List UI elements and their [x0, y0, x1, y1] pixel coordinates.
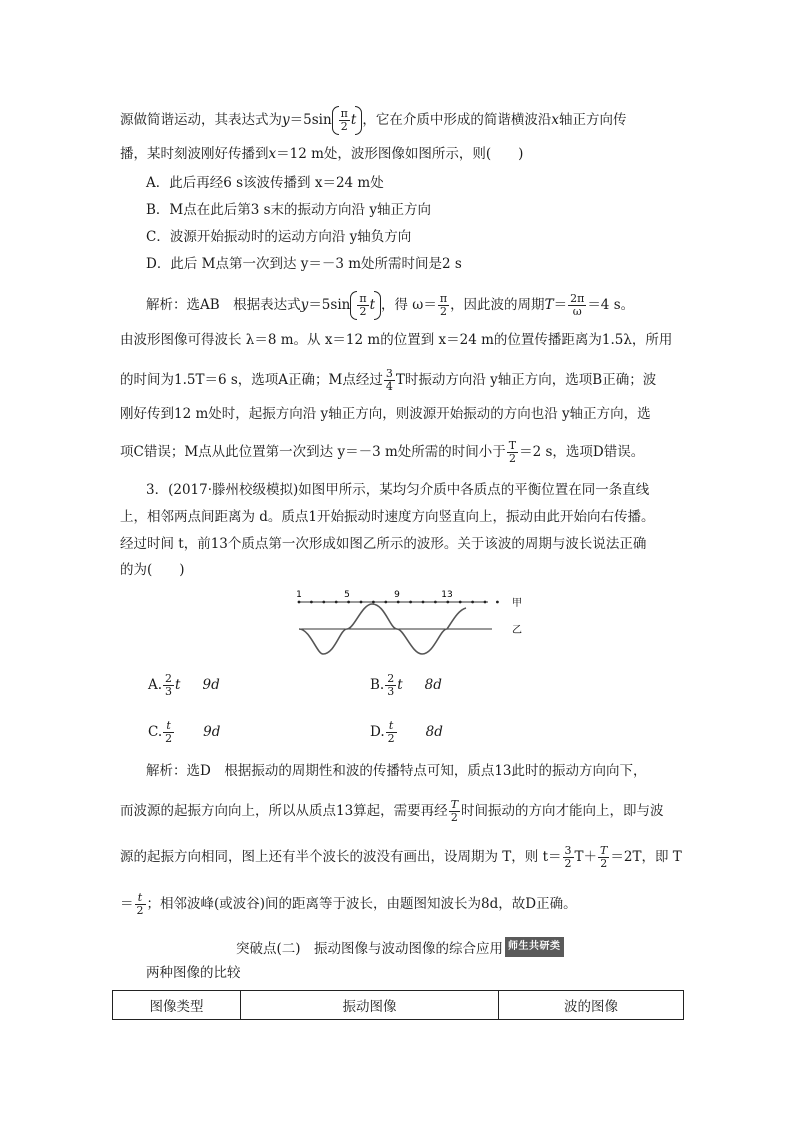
- analysis-line: 刚好传到12 m处时，起振方向沿 y轴正方向，则波源开始振动的方向也沿 y轴正方向，选: [120, 406, 651, 422]
- label-jia: 甲: [512, 598, 522, 609]
- section-subtitle: 两种图像的比较: [146, 965, 241, 981]
- problem-text-line: 源做简谐运动，其表达式为y＝5sin $\frac{\pi}{2}$ t ，它在介质中形成的简谐横波沿x轴正方向传: [120, 107, 627, 133]
- section-title: 突破点(二) 振动图像与波动图像的综合应用: [236, 941, 504, 957]
- table-header-cell: 振动图像: [241, 991, 499, 1020]
- particle-dot: [446, 601, 449, 604]
- option-d: D. $\frac{t}{2}$ 8d: [370, 719, 443, 745]
- option-a: A. $\frac{2}{3}$ t 9d: [148, 672, 220, 698]
- point-label-13: 13: [441, 590, 453, 600]
- question-3-line: 上，相邻两点间距离为 d。质点1开始振动时速度方向竖直向上，振动由此开始向右传播。: [120, 509, 655, 525]
- table-header-cell: 波的图像: [499, 991, 684, 1020]
- option-c: C．波源开始振动时的运动方向沿 y轴负方向: [146, 229, 412, 245]
- question-3-line: 3．(2017·滕州校级模拟)如图甲所示，某均匀介质中各质点的平衡位置在同一条直线: [146, 482, 650, 498]
- particle-dot: [459, 601, 462, 604]
- point-label-1: 1: [296, 590, 302, 600]
- particle-dot: [360, 601, 363, 604]
- var-y: y: [282, 112, 290, 128]
- text: ，它在介质中形成的简谐横波沿: [362, 112, 552, 128]
- option-b: B．M点在此后第3 s末的振动方向沿 y轴正方向: [146, 202, 431, 218]
- analysis-line: 由波形图像可得波长 λ＝8 m。从 x＝12 m的位置到 x＝24 m的位置传播距离为1.5λ，所用: [120, 332, 673, 348]
- particle-dot: [434, 601, 437, 604]
- analysis-line: 源的起振方向相同，图上还有半个波长的波没有画出，设周期为 T，则 t＝ $\frac{3}{2}$ T＋ $\frac{T}{2}$ ＝2T，即 T: [120, 844, 682, 870]
- point-label-5: 5: [344, 590, 350, 600]
- question-3-line: 的为( ): [120, 562, 185, 578]
- particle-dot: [496, 601, 499, 604]
- analysis-line: ＝ $\frac{t}{2}$ ；相邻波峰(或波谷)间的距离等于波长，由题图知波长为8d，故D正确。: [120, 891, 577, 917]
- option-a: A．此后再经6 s该波传播到 x＝24 m处: [146, 175, 384, 191]
- particle-dot: [335, 601, 338, 604]
- section-badge: 师生共研类: [505, 937, 564, 957]
- text: 轴正方向传: [558, 112, 627, 128]
- problem-text-line: 播，某时刻波刚好传播到x＝12 m处，波形图像如图所示，则( ): [120, 146, 524, 162]
- particle-dot: [347, 601, 350, 604]
- analysis-line: 而波源的起振方向向上，所以从质点13算起，需要再经 $\frac{T}{2}$ 时间振动的方向才能向上，即与波: [120, 798, 664, 824]
- text: 源做简谐运动，其表达式为: [120, 112, 282, 128]
- table-header-row: [113, 991, 684, 1020]
- particle-dot: [298, 601, 301, 604]
- section-heading: [236, 937, 564, 958]
- particle-dot: [484, 601, 487, 604]
- particle-dot: [397, 601, 400, 604]
- table-header-cell: 图像类型: [113, 991, 241, 1020]
- analysis-line: 的时间为1.5T＝6 s，选项A正确；M点经过 $\frac{3}{4}$ T时振动方向沿 y轴正方向，选项B正确；波: [120, 367, 657, 393]
- particle-dot: [409, 601, 412, 604]
- option-b: B. $\frac{2}{3}$ t 8d: [370, 672, 442, 698]
- particle-dot: [372, 601, 375, 604]
- analysis-line: 项C错误；M点从此位置第一次到达 y＝－3 m处所需的时间小于 $\frac{T}{2}$ ＝2 s，选项D错误。: [120, 439, 645, 465]
- comparison-table: [112, 990, 684, 1020]
- option-d: D．此后 M点第一次到达 y＝－3 m处所需时间是2 s: [146, 256, 462, 272]
- option-c: C. $\frac{t}{2}$ 9d: [148, 719, 221, 745]
- analysis-line: 解析：选D 根据振动的周期性和波的传播特点可知，质点13此时的振动方向向下，: [146, 763, 647, 779]
- particle-dot: [322, 601, 325, 604]
- paren-expression: $\frac{\pi}{2}$ t: [350, 293, 381, 318]
- text: ＝5sin: [289, 112, 332, 128]
- question-3-line: 经过时间 t，前13个质点第一次形成如图乙所示的波形。关于该波的周期与波长说法正确: [120, 536, 647, 552]
- analysis-line: 解析：选AB 根据表达式y＝5sin $\frac{\pi}{2}$ t ，得 ω＝ $\frac{\pi}{2}$ ，因此波的周期T＝ $\frac{2\pi}{\omega}$ ＝4 s。: [146, 292, 635, 318]
- point-label-9: 9: [394, 590, 400, 600]
- particle-dot: [310, 601, 313, 604]
- fraction: $\frac{\pi}{2}$: [340, 107, 348, 133]
- particle-dot: [384, 601, 387, 604]
- label-yi: 乙: [512, 625, 522, 636]
- paren-expression: $\frac{\pi}{2}$ t: [332, 108, 363, 133]
- particle-dot: [471, 601, 474, 604]
- particle-dot: [422, 601, 425, 604]
- wave-figure: [290, 586, 530, 658]
